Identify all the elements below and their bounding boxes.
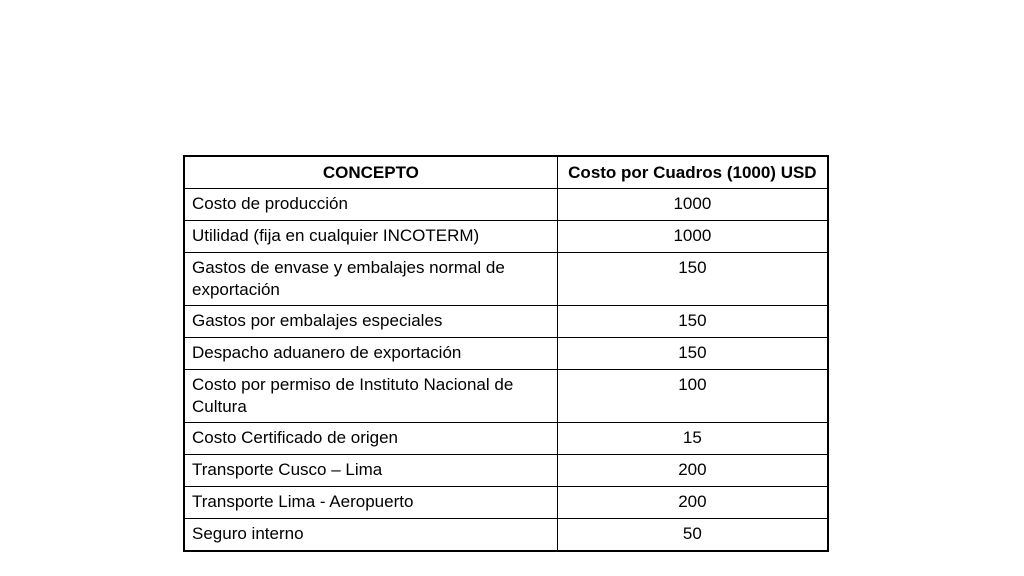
concept-cell: Seguro interno <box>184 519 557 552</box>
table-header-row <box>184 156 828 189</box>
table-row <box>184 519 828 552</box>
cost-table <box>183 155 829 552</box>
table-row <box>184 455 828 487</box>
table-row <box>184 487 828 519</box>
table-row <box>184 423 828 455</box>
concept-cell: Costo de producción <box>184 189 557 221</box>
concept-cell: Transporte Cusco – Lima <box>184 455 557 487</box>
concept-cell: Costo Certificado de origen <box>184 423 557 455</box>
table-row <box>184 370 828 423</box>
concept-cell: Gastos por embalajes especiales <box>184 306 557 338</box>
table-row <box>184 306 828 338</box>
table-row <box>184 338 828 370</box>
cost-cell: 200 <box>557 487 828 519</box>
concept-cell: Transporte Lima - Aeropuerto <box>184 487 557 519</box>
cost-cell: 150 <box>557 253 828 306</box>
cost-cell: 100 <box>557 370 828 423</box>
table-row <box>184 253 828 306</box>
concept-cell: Despacho aduanero de exportación <box>184 338 557 370</box>
cost-cell: 50 <box>557 519 828 552</box>
cost-cell: 150 <box>557 338 828 370</box>
cost-cell: 1000 <box>557 189 828 221</box>
table-row <box>184 189 828 221</box>
concept-cell: Utilidad (fija en cualquier INCOTERM) <box>184 221 557 253</box>
concept-cell: Costo por permiso de Instituto Nacional de Cultura <box>184 370 557 423</box>
cost-cell: 15 <box>557 423 828 455</box>
concept-column-header: CONCEPTO <box>184 156 557 189</box>
table-row <box>184 221 828 253</box>
cost-cell: 1000 <box>557 221 828 253</box>
cost-cell: 200 <box>557 455 828 487</box>
cost-cell: 150 <box>557 306 828 338</box>
cost-column-header: Costo por Cuadros (1000) USD <box>557 156 828 189</box>
concept-cell: Gastos de envase y embalajes normal de exportación <box>184 253 557 306</box>
